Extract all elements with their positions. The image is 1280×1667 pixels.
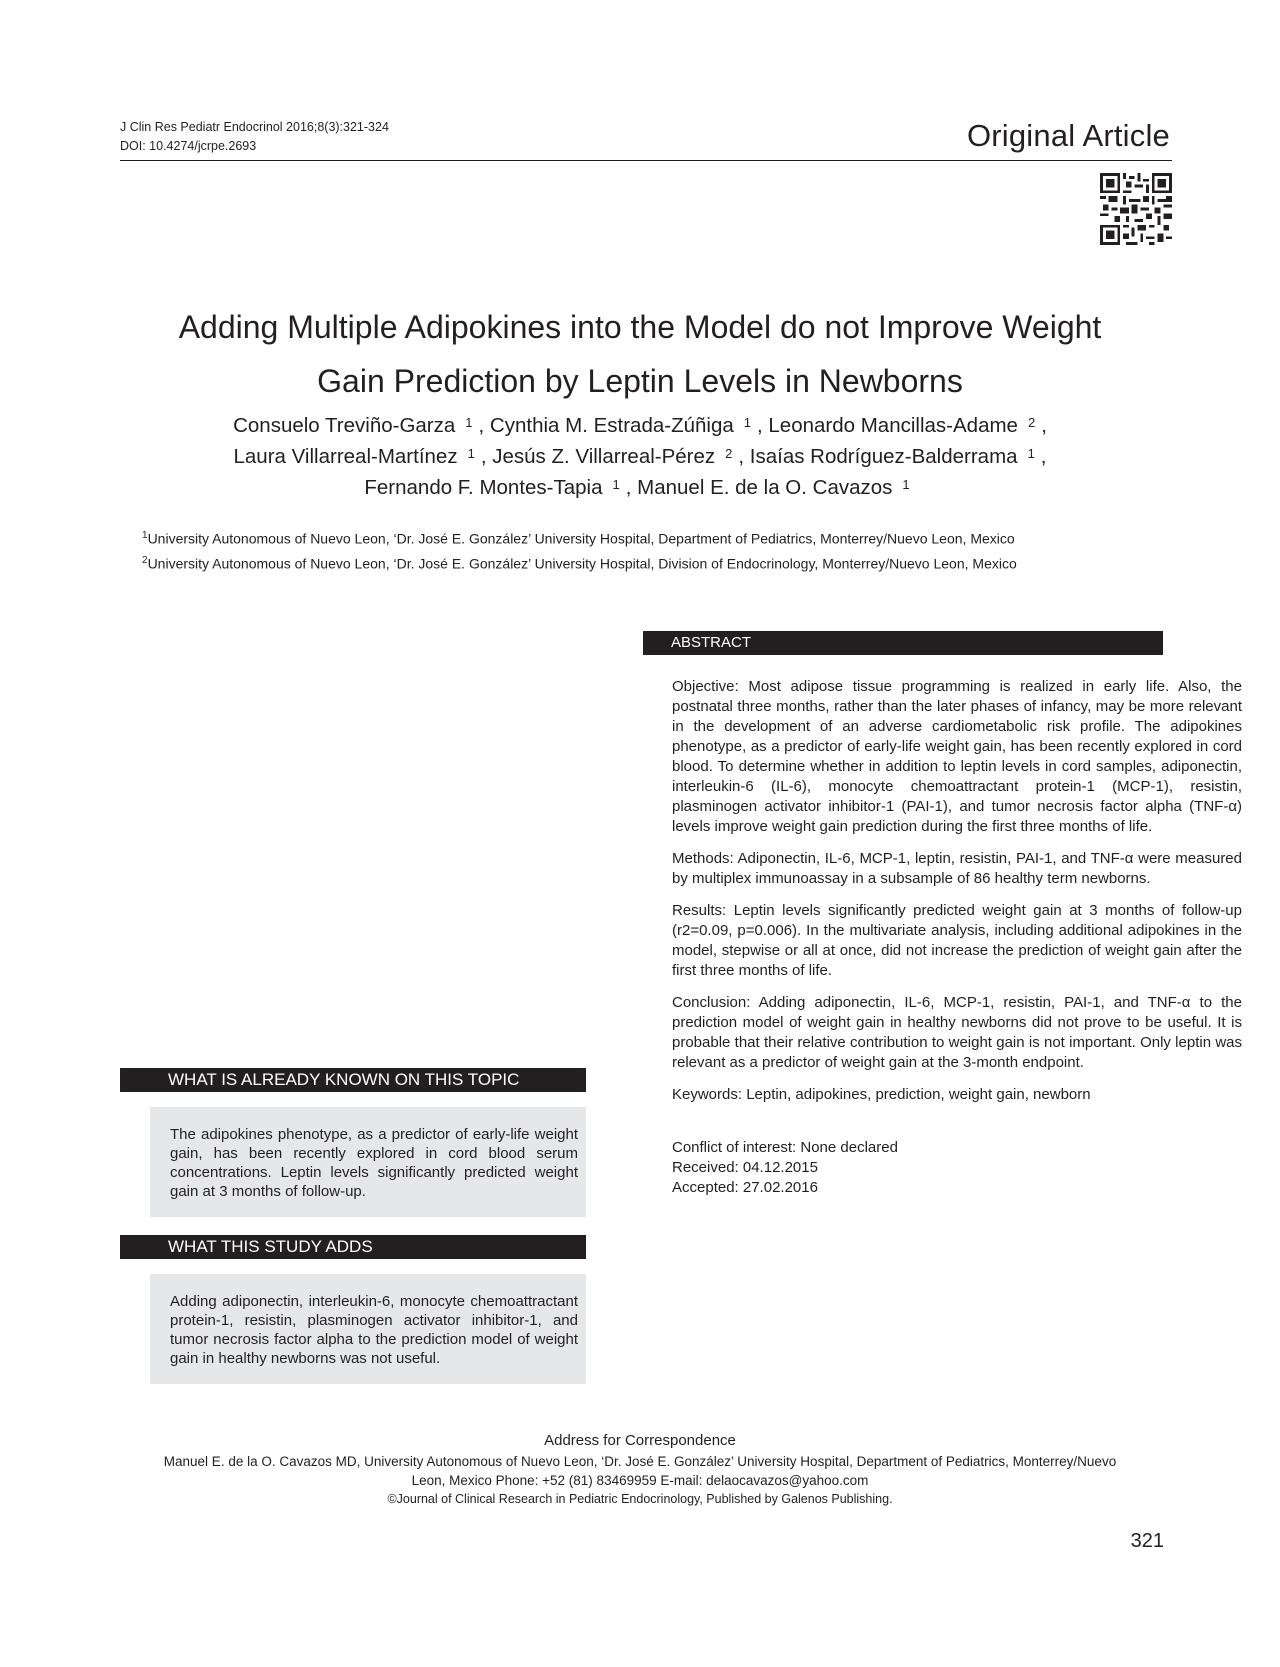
author-name: Isaías Rodríguez-Balderrama	[749, 445, 1018, 468]
conflict-of-interest: Conflict of interest: None declared	[672, 1139, 898, 1156]
accepted-date: Accepted: 27.02.2016	[672, 1179, 818, 1196]
abstract-heading: ABSTRACT	[643, 631, 1163, 655]
known-box-body: The adipokines phenotype, as a predictor of early-life weight gain, has been recently explored in cord blood serum concentrations. Leptin levels significantly predicted weight gain at 3 months of follow-up.	[150, 1107, 586, 1217]
page-number: 321	[1130, 1530, 1164, 1552]
author-name: Manuel E. de la O. Cavazos	[637, 476, 893, 499]
author-line: Consuelo Treviño-Garza $^1$ , Cynthia M. Estrada-Zúñiga $^1$ , Leonardo Mancillas-Adame $^2$ ,	[233, 414, 1047, 437]
affiliation-number: 1	[142, 530, 148, 541]
abstract-conclusion: Conclusion: Adding adiponectin, IL-6, MCP-1, resistin, PAI-1, and TNF-α to the prediction model of weight gain in healthy newborns did not prove to be useful. It is probable that their relative contribution to weight gain is not important. Only leptin was relevant as a predictor of weight gain at the 3-month endpoint.	[672, 994, 1242, 1071]
adds-box-body: Adding adiponectin, interleukin-6, monocyte chemoattractant protein-1, resistin, plasminogen activator inhibitor-1, and tumor necrosis factor alpha to the prediction model of weight gain in healthy newborns was not useful.	[150, 1274, 586, 1384]
correspondence-line-1: Manuel E. de la O. Cavazos MD, University Autonomous of Nuevo Leon, ‘Dr. José E. González’ University Hospital, Department of Pediatrics, Monterrey/Nuevo	[163, 1454, 1117, 1469]
author-line: Laura Villarreal-Martínez $^1$ , Jesús Z. Villarreal-Pérez $^2$ , Isaías Rodríguez-Balderrama $^1$ ,	[233, 445, 1047, 468]
adds-box-heading: WHAT THIS STUDY ADDS	[120, 1235, 586, 1259]
author-affiliation: 2	[725, 446, 733, 461]
doi: DOI: 10.4274/jcrpe.2693	[120, 139, 257, 153]
abstract-methods: Methods: Adiponectin, IL-6, MCP-1, leptin, resistin, PAI-1, and TNF-α were measured by multiplex immunoassay in a subsample of 86 healthy term newborns.	[672, 850, 1242, 887]
author-name: Consuelo Treviño-Garza	[233, 414, 456, 437]
correspondence-heading: Address for Correspondence	[544, 1432, 736, 1449]
correspondence-line-2: Leon, Mexico Phone: +52 (81) 83469959 E-mail: delaocavazos@yahoo.com	[411, 1473, 869, 1488]
affiliation-2	[142, 555, 1017, 572]
author-affiliation: 1	[612, 477, 620, 492]
title-line-2: Gain Prediction by Leptin Levels in Newborns	[317, 363, 963, 399]
received-date: Received: 04.12.2015	[672, 1159, 818, 1176]
affiliation-1	[142, 530, 1015, 547]
author-affiliation: 1	[902, 477, 910, 492]
abstract-objective: Objective: Most adipose tissue programming is realized in early life. Also, the postnatal three months, rather than the later phases of infancy, may be more relevant in the development of an adverse cardiometabolic risk profile. The adipokines phenotype, as a predictor of early-life weight gain, has been recently explored in cord blood. To determine whether in addition to leptin levels in cord samples, adiponectin, interleukin-6 (IL-6), monocyte chemoattractant protein-1 (MCP-1), resistin, plasminogen activator inhibitor-1 (PAI-1), and tumor necrosis factor alpha (TNF-α) levels improve weight gain prediction during the first three months of life.	[672, 678, 1242, 835]
author-name: Fernando F. Montes-Tapia	[364, 476, 603, 499]
author-affiliation: 1	[743, 415, 751, 430]
qr-code-icon	[1100, 173, 1172, 245]
author-name: Laura Villarreal-Martínez	[233, 445, 458, 468]
article-meta	[672, 1138, 1072, 1198]
journal-citation: J Clin Res Pediatr Endocrinol 2016;8(3):321-324	[120, 120, 389, 134]
author-line: Fernando F. Montes-Tapia $^1$ , Manuel E. de la O. Cavazos $^1$	[364, 476, 910, 499]
abstract-keywords: Keywords: Leptin, adipokines, prediction, weight gain, newborn	[672, 1086, 1091, 1103]
author-affiliation: 1	[1027, 446, 1035, 461]
abstract-results: Results: Leptin levels significantly predicted weight gain at 3 months of follow-up (r2=0.09, p=0.006). In the multivariate analysis, including additional adipokines in the model, stepwise or all at once, did not increase the prediction of weight gain after the first three months of life.	[672, 902, 1242, 979]
title-line-1: Adding Multiple Adipokines into the Model do not Improve Weight	[178, 309, 1102, 345]
article-title	[80, 300, 1200, 408]
copyright: ©Journal of Clinical Research in Pediatric Endocrinology, Published by Galenos Publishing.	[387, 1492, 893, 1506]
abstract-body	[672, 677, 1242, 1117]
author-name: Cynthia M. Estrada-Zúñiga	[489, 414, 734, 437]
affiliation-number: 2	[142, 555, 148, 566]
affiliation-text: University Autonomous of Nuevo Leon, ‘Dr. José E. González’ University Hospital, Department of Pediatrics, Monterrey/Nuevo Leon, Mexico	[147, 530, 1015, 547]
header-rule	[120, 160, 1172, 161]
author-affiliation: 1	[465, 415, 473, 430]
article-type: Original Article	[966, 118, 1170, 153]
known-box-heading: WHAT IS ALREADY KNOWN ON THIS TOPIC	[120, 1068, 586, 1092]
author-name: Leonardo Mancillas-Adame	[768, 414, 1018, 437]
author-list	[180, 410, 1100, 503]
author-affiliation: 1	[467, 446, 475, 461]
author-name: Jesús Z. Villarreal-Pérez	[492, 445, 716, 468]
author-affiliation: 2	[1027, 415, 1036, 430]
affiliation-text: University Autonomous of Nuevo Leon, ‘Dr. José E. González’ University Hospital, Division of Endocrinology, Monterrey/Nuevo Leon, Mexico	[147, 555, 1017, 572]
correspondence	[120, 1430, 1160, 1509]
journal-citation-block	[120, 118, 389, 156]
